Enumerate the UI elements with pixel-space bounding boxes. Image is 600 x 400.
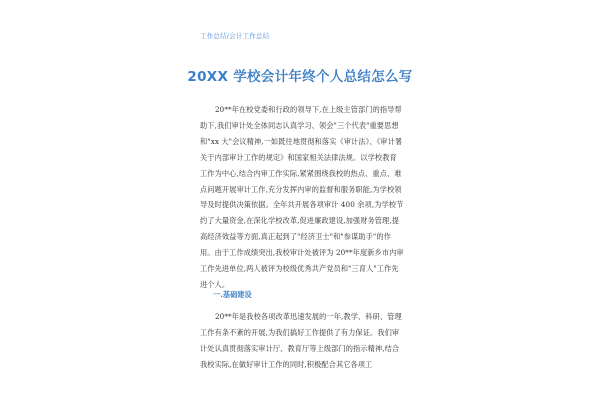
paragraph-foundation (200, 309, 404, 373)
paragraph-foundation-text: 20**年是我校各项改革迅速发展的一年,教学、科研、管理工作有条不紊的开展,为我们搞好工作提供了有力保证。我们审计处认真贯彻落实审计厅、教育厅等上级部门的指示精神,结合我校实际,在做好审计工作的同时,积极配合其它各项工 (200, 312, 402, 369)
document-title: 20XX 学校会计年终个人总结怎么写 (187, 69, 413, 85)
section-heading: 一.基础建设 (213, 290, 252, 299)
paragraph-intro-text: 20**年在校党委和行政的领导下,在上级主管部门的指导帮助下,我们审计处全体同志认真学习、领会"三个代表"重要思想和"xx 大"会议精神,一如既往地贯彻和落实《审计法》、《审计署关于内部审计工作的规定》和国家相关法律法规。以学校教育工作为中心,结合内审工作实际,紧紧围绕我校的热点、重点、难点问题开展审计工作,充分发挥内审的监督和服务职能,为学校领导及时提供决策依据。全年共开展各项审计 400 余项,为学校节约了大量资金,在深化学校改革,促进廉政建设,加强财务管理,提高经济效益等方面,真正起到了"经济卫士"和"参谋助手"的作用。由于工作成绩突出,我校审计处被评为 20**年度新乡市内审工作先进单位,两人被评为校级优秀共产党员和"三育人"工作先进个人。 (200, 105, 404, 289)
breadcrumb[interactable]: 工作总结/会计工作总结 (200, 32, 270, 40)
paragraph-intro (200, 102, 404, 293)
